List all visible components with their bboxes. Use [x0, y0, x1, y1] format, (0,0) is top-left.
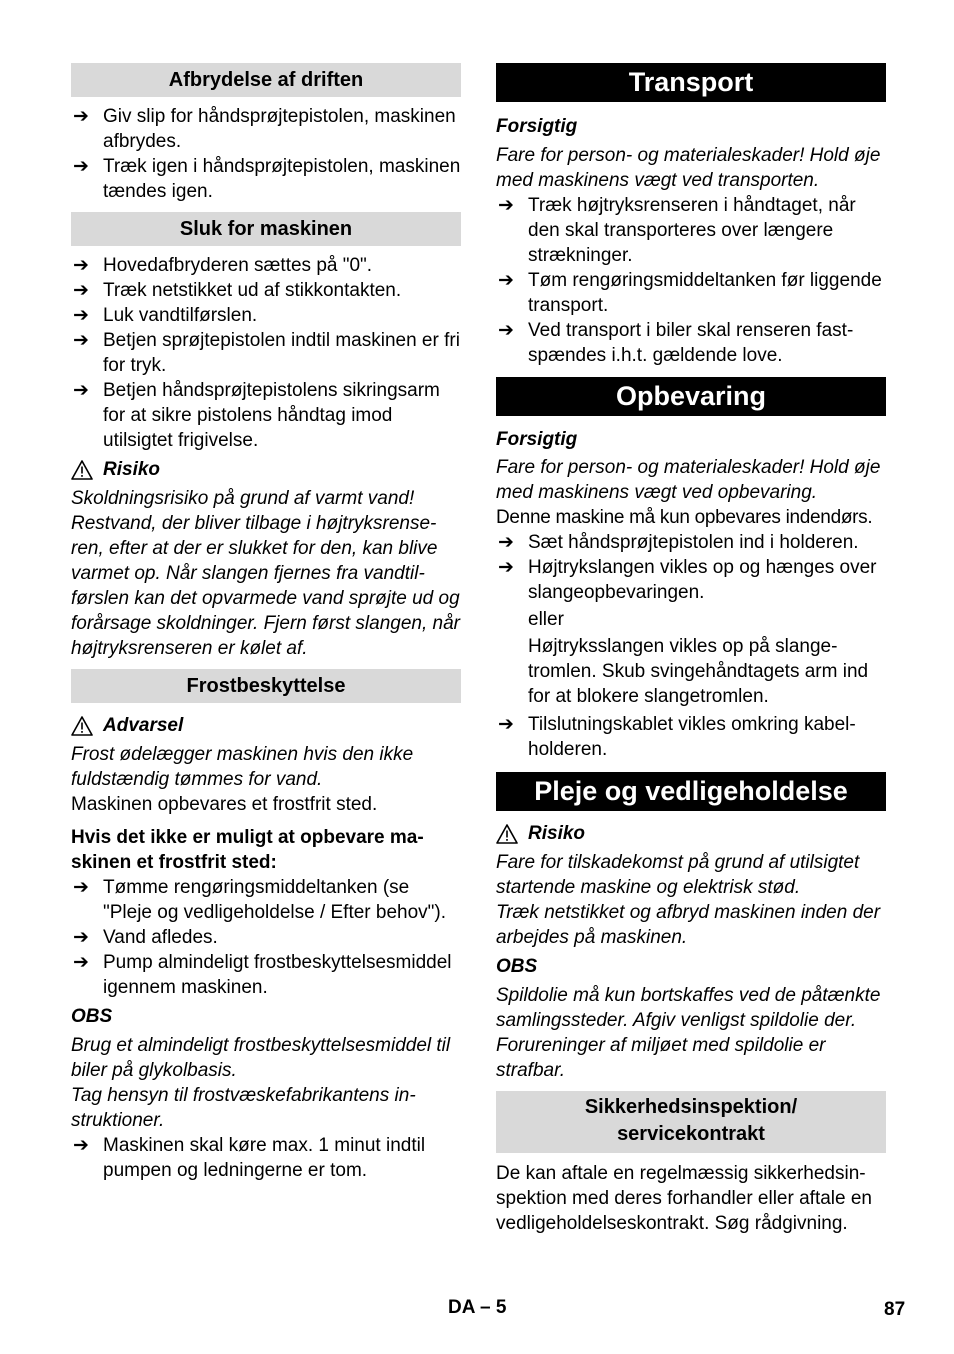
arrow-right-icon: ➔: [73, 877, 89, 898]
footer-language-page: DA – 5: [448, 1297, 507, 1318]
list-item: [71, 154, 461, 204]
advarsel-text: Frost ødelægger maskinen hvis den ikke fuldstændig tømmes for vand.: [71, 744, 414, 790]
forsigtig-label-2: Forsigtig: [496, 429, 578, 450]
frost-list: [71, 875, 461, 1000]
arrow-right-icon: ➔: [73, 952, 89, 973]
risiko-label-right-text: Risiko: [528, 823, 586, 844]
list-item: [496, 318, 886, 368]
list-item: [71, 378, 461, 453]
list-item-text: Luk vandtilførslen.: [103, 305, 258, 326]
arrow-right-icon: ➔: [498, 195, 514, 216]
list-item-text: Betjen sprøjtepistolen indtil maskinen er fri for tryk.: [103, 330, 460, 376]
obs-label-right: OBS: [496, 956, 538, 977]
transport-list: [496, 193, 886, 368]
afbrydelse-list: [71, 104, 461, 204]
arrow-right-icon: ➔: [73, 255, 89, 276]
pleje-risiko-text-1: Fare for tilskadekomst på grund af utilsigtet startende maskine og elektrisk stød.: [496, 852, 860, 898]
obs-list: [71, 1133, 461, 1183]
risiko-label-text: Risiko: [103, 459, 161, 480]
warning-triangle-icon: [71, 716, 93, 736]
list-item-text: Højtrykslangen vikles op og hænges over slangeopbevaringen.: [528, 557, 877, 603]
section-heading-sikkerhed: [496, 1091, 886, 1153]
arrow-right-icon: ➔: [498, 532, 514, 553]
list-item-text: Maskinen skal køre max. 1 minut indtil pumpen og ledningerne er tom.: [103, 1135, 426, 1181]
list-item-text: Træk netstikket ud af stikkontakten.: [103, 280, 402, 301]
warning-triangle-icon: [71, 460, 93, 480]
risiko-label: [71, 457, 461, 482]
section-heading-sluk: Sluk for maskinen: [71, 212, 461, 246]
arrow-right-icon: ➔: [498, 270, 514, 291]
chapter-heading-transport: Transport: [496, 63, 886, 102]
arrow-right-icon: ➔: [498, 714, 514, 735]
list-item: [496, 268, 886, 318]
arrow-right-icon: ➔: [73, 380, 89, 401]
chapter-heading-opbevaring: Opbevaring: [496, 377, 886, 416]
list-item: [71, 104, 461, 154]
list-item-text: Tøm rengøringsmiddeltanken før liggende transport.: [528, 270, 882, 316]
opbevaring-list: [496, 530, 886, 605]
list-item: [71, 253, 461, 278]
list-item: [496, 555, 886, 605]
list-item-text: Tilslutningskablet vikles omkring kabelholderen.: [528, 714, 856, 760]
section-heading-afbrydelse: Afbrydelse af driften: [71, 63, 461, 97]
list-item-text: Giv slip for håndsprøjtepistolen, maskinen afbrydes.: [103, 106, 456, 152]
arrow-right-icon: ➔: [73, 330, 89, 351]
list-item: [71, 925, 461, 950]
opbevaring-list-2: [496, 712, 886, 762]
eller-alternative-text: Højtryksslangen vikles op på slangetromlen. Skub svingehåndtagets arm ind for at blokere slangetromlen.: [528, 636, 869, 707]
frost-plain-text: Maskinen opbevares et frostfrit sted.: [71, 794, 378, 815]
arrow-right-icon: ➔: [73, 305, 89, 326]
list-item-text: Pump almindeligt frostbeskyttelsesmiddel igennem maskinen.: [103, 952, 452, 998]
obs-label: OBS: [71, 1006, 113, 1027]
sluk-list: [71, 253, 461, 453]
opbevaring-warning-text: Fare for person- og materialeskader! Hold øje med maskinens vægt ved opbevaring.: [496, 457, 881, 503]
arrow-right-icon: ➔: [73, 280, 89, 301]
list-item-text: Træk igen i håndsprøjtepistolen, maskinen tændes igen.: [103, 156, 461, 202]
footer-page-number: 87: [884, 1299, 906, 1320]
list-item: [496, 193, 886, 268]
sikkerhed-text: De kan aftale en regelmæssig sikkerhedsinspektion med deres forhandler eller aftale en vedligeholdelseskontrakt. Søg rådgivning.: [496, 1163, 873, 1234]
sikkerhed-title-line-1: Sikkerhedsinspektion/: [584, 1096, 798, 1118]
chapter-heading-pleje: Pleje og vedligeholdelse: [496, 772, 886, 811]
list-item-text: Sæt håndsprøjtepistolen ind i holderen.: [528, 532, 859, 553]
section-heading-frost: Frostbeskyttelse: [71, 669, 461, 703]
right-column: [496, 63, 886, 1236]
eller-text: eller: [528, 609, 564, 630]
list-item: [71, 950, 461, 1000]
warning-triangle-icon: [496, 824, 518, 844]
risiko-text: Skoldningsrisiko på grund af varmt vand! Restvand, der bliver tilbage i højtryksrenseren, efter at der er slukket for den, kan blive varmet op. Når slangen fjernes fra vandtilførslen kan det opvarmede vand sprøjte ud og forårsage skoldninger. Fjern først slangen, når højtryksrenseren er kølet af.: [71, 488, 460, 659]
list-item-text: Træk højtryksrenseren i håndtaget, når den skal transporteres over længere strækninger.: [528, 195, 856, 266]
arrow-right-icon: ➔: [73, 156, 89, 177]
list-item: [71, 328, 461, 378]
advarsel-label: [71, 713, 461, 738]
list-item: [71, 278, 461, 303]
arrow-right-icon: ➔: [498, 557, 514, 578]
transport-warning-text: Fare for person- og materialeskader! Hold øje med maskinens vægt ved transporten.: [496, 145, 881, 191]
list-item: [496, 530, 886, 555]
list-item: [496, 712, 886, 762]
list-item-text: Betjen håndsprøjtepistolens sikringsarm for at sikre pistolens håndtag imod utilsigtet frigivelse.: [103, 380, 440, 451]
sikkerhed-title-line-2: servicekontrakt: [617, 1123, 765, 1145]
list-item: [71, 1133, 461, 1183]
arrow-right-icon: ➔: [73, 927, 89, 948]
advarsel-label-text: Advarsel: [103, 715, 184, 736]
list-item-text: Vand afledes.: [103, 927, 218, 948]
list-item: [71, 303, 461, 328]
list-item: [71, 875, 461, 925]
forsigtig-label: Forsigtig: [496, 116, 578, 137]
pleje-risiko-text-2: Træk netstikket og afbryd maskinen inden der arbejdes på maskinen.: [496, 902, 881, 948]
arrow-right-icon: ➔: [73, 106, 89, 127]
opbevaring-plain-text: Denne maskine må kun opbevares indendørs.: [496, 507, 873, 528]
left-column: [71, 63, 461, 1183]
arrow-right-icon: ➔: [73, 1135, 89, 1156]
frost-bold-text: Hvis det ikke er muligt at opbevare maskinen et frostfrit sted:: [71, 827, 424, 873]
obs-text-1: Brug et almindeligt frostbeskyttelsesmiddel til biler på glykolbasis.: [71, 1035, 451, 1081]
list-item-text: Tømme rengøringsmiddeltanken (se "Pleje og vedligeholdelse / Efter behov").: [103, 877, 447, 923]
arrow-right-icon: ➔: [498, 320, 514, 341]
obs-text-2: Tag hensyn til frostvæskefabrikantens instruktioner.: [71, 1085, 416, 1131]
list-item-text: Hovedafbryderen sættes på "0".: [103, 255, 373, 276]
pleje-obs-text: Spildolie må kun bortskaffes ved de påtænkte samlingssteder. Afgiv venligst spildolie der. Forureninger af miljøet med spildolie er strafbar.: [496, 985, 881, 1081]
risiko-label-right: [496, 821, 886, 846]
list-item-text: Ved transport i biler skal renseren fastspændes i.h.t. gældende love.: [528, 320, 854, 366]
